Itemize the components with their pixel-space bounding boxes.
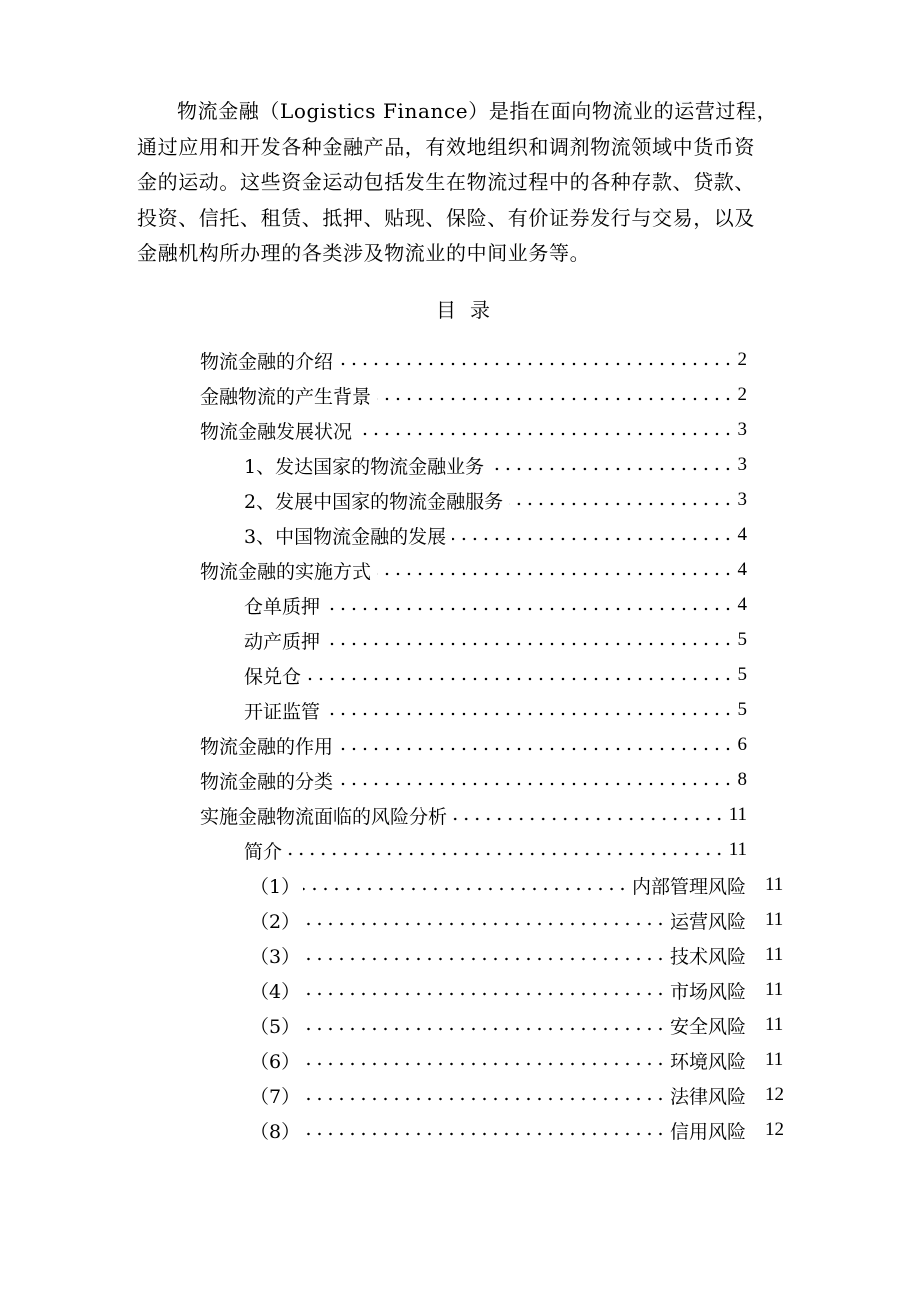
toc-entry-title: 环境风险 <box>669 1050 746 1073</box>
dot-leader <box>326 712 733 716</box>
dot-leader <box>303 1097 666 1101</box>
toc-entry-title: 3、中国物流金融的发展 <box>244 525 447 548</box>
dot-leader <box>303 992 666 996</box>
toc-entry-title: 2、发展中国家的物流金融服务 <box>244 490 504 513</box>
toc-entry-title: 运营风险 <box>669 910 746 933</box>
toc-entry[interactable] <box>244 695 747 725</box>
toc-entry-number: （6） <box>250 1050 301 1073</box>
toc-entry[interactable] <box>250 940 784 970</box>
dot-leader <box>288 852 725 856</box>
toc-entry-page: 2 <box>737 349 747 370</box>
toc-entry[interactable] <box>244 520 747 550</box>
dot-leader <box>303 887 628 891</box>
toc-entry-title: 法律风险 <box>669 1085 746 1108</box>
toc-entry[interactable] <box>200 800 747 830</box>
toc-entry[interactable] <box>200 765 747 795</box>
toc-entry-page: 5 <box>737 629 747 650</box>
dot-leader <box>377 397 733 401</box>
toc-entry[interactable] <box>244 450 747 480</box>
dot-leader <box>307 677 733 681</box>
toc-entry-title: 1、发达国家的物流金融业务 <box>244 455 485 478</box>
toc-entry[interactable] <box>244 625 747 655</box>
toc-entry[interactable] <box>250 1115 784 1145</box>
toc-entry-page: 2 <box>737 384 747 405</box>
toc-entry-title: 信用风险 <box>669 1120 746 1143</box>
toc-entry[interactable] <box>200 555 747 585</box>
paragraph-line: 通过应用和开发各种金融产品，有效地组织和调剂物流领域中货币资 <box>137 134 755 159</box>
toc-entry-page: 4 <box>737 559 747 580</box>
dot-leader <box>452 537 733 541</box>
toc-entry[interactable] <box>200 345 747 375</box>
toc-entry-number: （5） <box>250 1015 301 1038</box>
dot-leader <box>326 607 733 611</box>
toc-entry-title: 市场风险 <box>669 980 746 1003</box>
toc-entry-page: 4 <box>737 594 747 615</box>
toc-entry-page: 3 <box>737 419 747 440</box>
dot-leader <box>453 817 725 821</box>
toc-entry[interactable] <box>244 660 747 690</box>
dot-leader <box>339 362 733 366</box>
toc-entry-page: 11 <box>728 839 747 860</box>
toc-entry-title: 开证监管 <box>244 700 321 723</box>
toc-entry[interactable] <box>250 1080 784 1110</box>
dot-leader <box>303 957 666 961</box>
toc-entry-page: 3 <box>737 489 747 510</box>
dot-leader <box>303 1132 666 1136</box>
toc-entry-page: 11 <box>765 909 784 930</box>
paragraph-line: 投资、信托、租赁、抵押、贴现、保险、有价证券发行与交易，以及 <box>137 205 755 230</box>
dot-leader <box>303 922 666 926</box>
toc-entry-page: 5 <box>737 699 747 720</box>
toc-entry[interactable] <box>200 730 747 760</box>
dot-leader <box>303 1062 666 1066</box>
toc-entry-number: （3） <box>250 945 301 968</box>
toc-entry[interactable] <box>250 870 784 900</box>
paragraph-line: 金融机构所办理的各类涉及物流业的中间业务等。 <box>137 241 591 265</box>
toc-entry[interactable] <box>244 835 747 865</box>
dot-leader <box>377 572 733 576</box>
toc-entry-page: 3 <box>737 454 747 475</box>
toc-entry-number: （8） <box>250 1120 301 1143</box>
toc-entry-page: 6 <box>737 734 747 755</box>
toc-entry-title: 物流金融发展状况 <box>200 420 353 443</box>
toc-entry-title: 保兑仓 <box>244 665 302 688</box>
toc-entry[interactable] <box>244 590 747 620</box>
toc-entry[interactable] <box>200 380 747 410</box>
toc-entry-title: 物流金融的作用 <box>200 735 334 758</box>
toc-entry-page: 11 <box>765 944 784 965</box>
toc-entry-page: 11 <box>765 874 784 895</box>
toc-entry-page: 5 <box>737 664 747 685</box>
paragraph-line: 金的运动。这些资金运动包括发生在物流过程中的各种存款、贷款、 <box>137 170 755 194</box>
toc-entry-number: （1） <box>250 875 301 898</box>
toc-entry-title: 物流金融的分类 <box>200 770 334 793</box>
toc-entry-title: 物流金融的介绍 <box>200 350 334 373</box>
dot-leader <box>339 782 733 786</box>
toc-entry-page: 12 <box>765 1084 784 1105</box>
toc-entry-page: 4 <box>737 524 747 545</box>
toc-entry-title: 物流金融的实施方式 <box>200 560 372 583</box>
toc-entry[interactable] <box>250 1045 784 1075</box>
toc-entry-page: 11 <box>765 1014 784 1035</box>
toc-entry-page: 11 <box>765 979 784 1000</box>
toc-entry-title: 安全风险 <box>669 1015 746 1038</box>
dot-leader <box>339 747 733 751</box>
toc-entry[interactable] <box>250 1010 784 1040</box>
toc-entry-title: 动产质押 <box>244 630 321 653</box>
toc-entry[interactable] <box>244 485 747 515</box>
toc-title: 目录 <box>436 298 504 322</box>
toc-entry-page: 11 <box>728 804 747 825</box>
toc-entry-title: 内部管理风险 <box>631 875 746 898</box>
dot-leader <box>326 642 733 646</box>
toc-entry-page: 12 <box>765 1119 784 1140</box>
toc-entry-title: 技术风险 <box>669 945 746 968</box>
toc-entry-page: 8 <box>737 769 747 790</box>
toc-entry-page: 11 <box>765 1049 784 1070</box>
toc-entry[interactable] <box>200 415 747 445</box>
toc-entry[interactable] <box>250 905 784 935</box>
dot-leader <box>490 467 733 471</box>
dot-leader <box>509 502 733 506</box>
toc-entry-title: 实施金融物流面临的风险分析 <box>200 805 448 828</box>
paragraph-line: 物流金融（Logistics Finance）是指在面向物流业的运营过程， <box>177 99 778 123</box>
toc-entry-title: 仓单质押 <box>244 595 321 618</box>
toc-entry-title: 金融物流的产生背景 <box>200 385 372 408</box>
toc-entry-title: 简介 <box>244 840 283 863</box>
toc-entry-number: （7） <box>250 1085 301 1108</box>
dot-leader <box>303 1027 666 1031</box>
toc-entry-number: （2） <box>250 910 301 933</box>
toc-entry-number: （4） <box>250 980 301 1003</box>
intro-paragraph <box>137 94 817 272</box>
toc-entry[interactable] <box>250 975 784 1005</box>
dot-leader <box>358 432 733 436</box>
